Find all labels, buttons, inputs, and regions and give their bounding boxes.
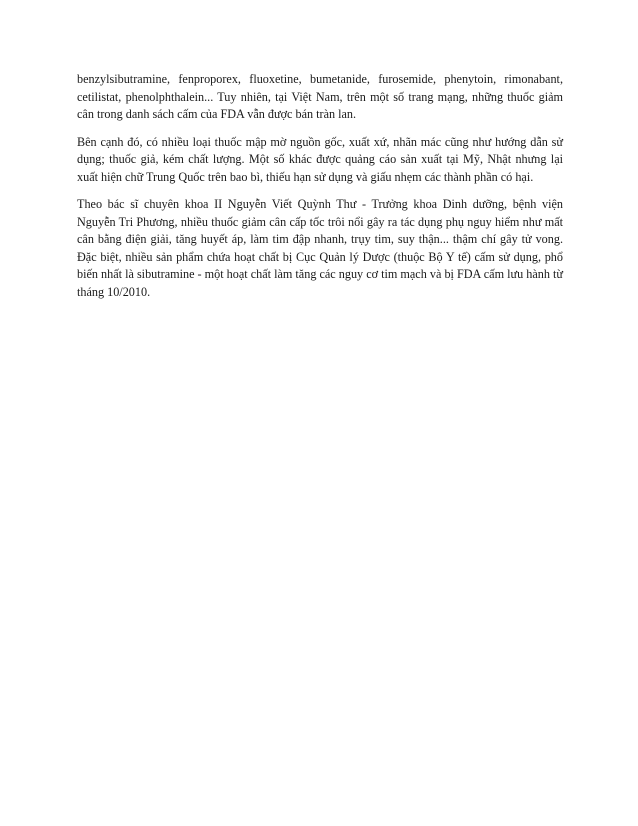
paragraph-unknown-origin: Bên cạnh đó, có nhiều loại thuốc mập mờ nguồn gốc, xuất xứ, nhãn mác cũng như hướng dẫn sử dụng; thuốc giả, kém chất lượng. Một số khác được quảng cáo sản xuất tại Mỹ, Nhật nhưng lại xuất hiện chữ Trung Quốc trên bao bì, thiếu hạn sử dụng và giấu nhẹm các thành phần có hại. bbox=[77, 134, 563, 184]
paragraph-banned-substances: benzylsibutramine, fenproporex, fluoxetine, bumetanide, furosemide, phenytoin, rimonabant, cetilistat, phenolphthalein... Tuy nhiên, tại Việt Nam, trên một số trang mạng, những thuốc giảm cân trong danh sách cấm của FDA vẫn được bán tràn lan. bbox=[77, 72, 563, 121]
paragraph-doctor-warning: Theo bác sĩ chuyên khoa II Nguyễn Viết Quỳnh Thư - Trưởng khoa Dinh dưỡng, bệnh viện Nguyễn Tri Phương, nhiều thuốc giảm cân cấp tốc trôi nổi gây ra tác dụng phụ nguy hiểm như mất cân bằng điện giải, tăng huyết áp, làm tim đập nhanh, trụy tim, suy thận... thậm chí gây tử vong. Đặc biệt, nhiều sản phẩm chứa hoạt chất bị Cục Quản lý Dược (thuộc Bộ Y tế) cấm sử dụng, phổ biến nhất là sibutramine - một hoạt chất làm tăng các nguy cơ tim mạch và bị FDA cấm lưu hành từ tháng 10/2010. bbox=[77, 197, 563, 299]
document-body bbox=[77, 71, 563, 311]
